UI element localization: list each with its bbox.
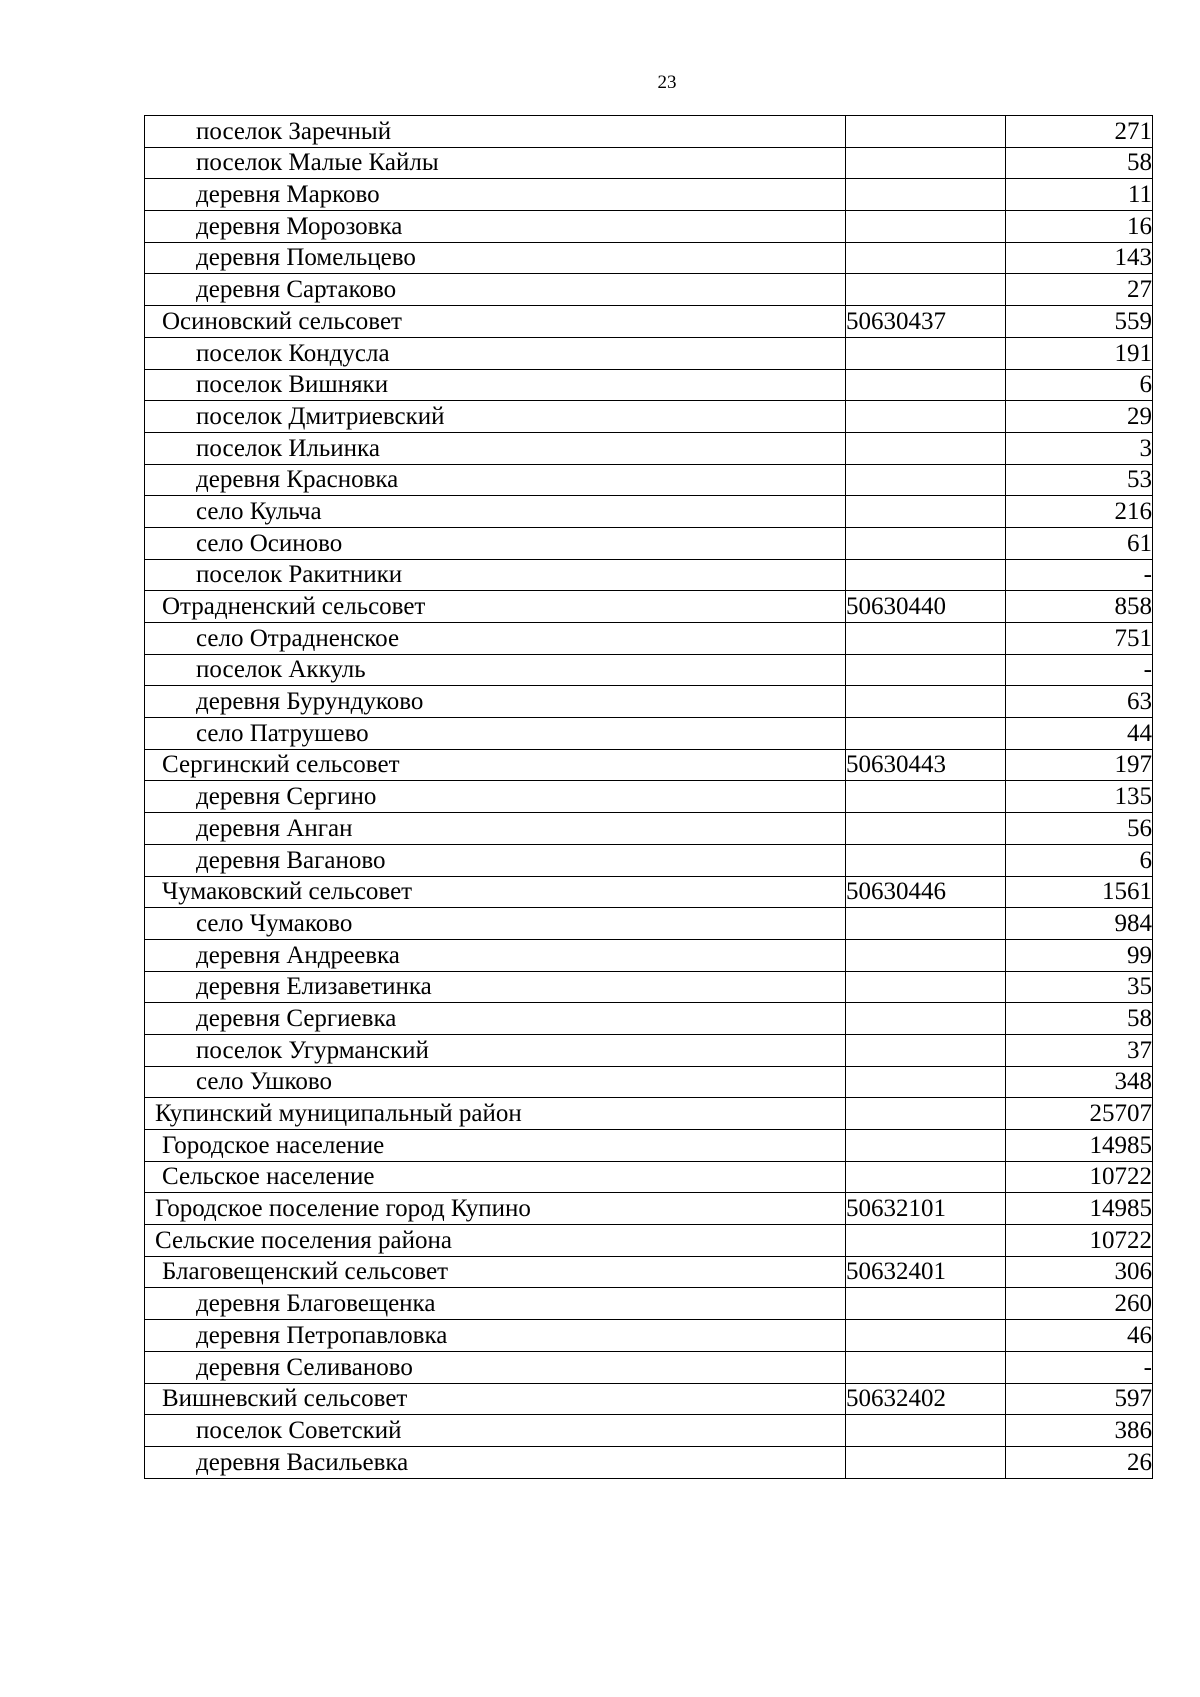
oktmo-code-cell (846, 116, 1006, 148)
settlement-name-cell: деревня Морозовка (145, 211, 846, 243)
oktmo-code-cell (846, 1225, 1006, 1257)
table-row (145, 1193, 1153, 1225)
table-row (145, 939, 1153, 971)
table-row (145, 147, 1153, 179)
settlement-name-cell: деревня Елизаветинка (145, 971, 846, 1003)
settlement-name-cell: деревня Марково (145, 179, 846, 211)
population-value-cell: 58 (1006, 147, 1153, 179)
population-value-cell: 143 (1006, 242, 1153, 274)
oktmo-code-cell: 50630437 (846, 306, 1006, 338)
oktmo-code-cell: 50630446 (846, 876, 1006, 908)
population-value-cell: 216 (1006, 496, 1153, 528)
oktmo-code-cell (846, 147, 1006, 179)
table-row (145, 654, 1153, 686)
settlement-name-cell: село Патрушево (145, 718, 846, 750)
table-row (145, 179, 1153, 211)
table-row (145, 1003, 1153, 1035)
settlement-name-cell: деревня Сергиевка (145, 1003, 846, 1035)
table-row (145, 496, 1153, 528)
settlement-name-cell: поселок Дмитриевский (145, 401, 846, 433)
table-row (145, 971, 1153, 1003)
oktmo-code-cell (846, 1098, 1006, 1130)
table-row (145, 1225, 1153, 1257)
settlement-name-cell: деревня Петропавловка (145, 1320, 846, 1352)
settlement-name-cell: село Чумаково (145, 908, 846, 940)
population-value-cell: 10722 (1006, 1161, 1153, 1193)
population-value-cell: 14985 (1006, 1130, 1153, 1162)
oktmo-code-cell (846, 242, 1006, 274)
oktmo-code-cell (846, 1446, 1006, 1478)
population-value-cell: 3 (1006, 432, 1153, 464)
oktmo-code-cell (846, 1320, 1006, 1352)
population-value-cell: 37 (1006, 1034, 1153, 1066)
settlement-name-cell: Городское поселение город Купино (145, 1193, 846, 1225)
oktmo-code-cell (846, 844, 1006, 876)
oktmo-code-cell (846, 654, 1006, 686)
table-row (145, 876, 1153, 908)
oktmo-code-cell (846, 718, 1006, 750)
settlement-name-cell: поселок Малые Кайлы (145, 147, 846, 179)
table-row (145, 432, 1153, 464)
settlement-name-cell: поселок Кондусла (145, 337, 846, 369)
settlement-name-cell: деревня Помельцево (145, 242, 846, 274)
population-value-cell: 984 (1006, 908, 1153, 940)
table-row (145, 718, 1153, 750)
population-value-cell: 46 (1006, 1320, 1153, 1352)
oktmo-code-cell: 50630443 (846, 749, 1006, 781)
oktmo-code-cell (846, 686, 1006, 718)
table-row (145, 1415, 1153, 1447)
population-value-cell: 35 (1006, 971, 1153, 1003)
settlement-name-cell: деревня Селиваново (145, 1351, 846, 1383)
oktmo-code-cell (846, 274, 1006, 306)
table-row (145, 844, 1153, 876)
settlement-name-cell: поселок Угурманский (145, 1034, 846, 1066)
population-value-cell: 61 (1006, 527, 1153, 559)
table-row (145, 1161, 1153, 1193)
table-row (145, 1130, 1153, 1162)
table-row (145, 1066, 1153, 1098)
population-value-cell: 63 (1006, 686, 1153, 718)
table-row (145, 527, 1153, 559)
oktmo-code-cell (846, 1003, 1006, 1035)
population-value-cell: 53 (1006, 464, 1153, 496)
table-row (145, 337, 1153, 369)
table-row (145, 1383, 1153, 1415)
table-row (145, 623, 1153, 655)
population-value-cell: 751 (1006, 623, 1153, 655)
table-row (145, 306, 1153, 338)
settlement-name-cell: деревня Бурундуково (145, 686, 846, 718)
oktmo-code-cell (846, 813, 1006, 845)
oktmo-code-cell: 50632402 (846, 1383, 1006, 1415)
settlement-name-cell: поселок Ильинка (145, 432, 846, 464)
table-row (145, 1446, 1153, 1478)
settlement-name-cell: поселок Заречный (145, 116, 846, 148)
settlement-name-cell: село Кульча (145, 496, 846, 528)
population-value-cell: 99 (1006, 939, 1153, 971)
table-row (145, 464, 1153, 496)
oktmo-code-cell (846, 559, 1006, 591)
settlement-name-cell: село Отрадненское (145, 623, 846, 655)
table-row (145, 591, 1153, 623)
oktmo-code-cell (846, 971, 1006, 1003)
settlement-name-cell: деревня Благовещенка (145, 1288, 846, 1320)
settlement-name-cell: Благовещенский сельсовет (145, 1256, 846, 1288)
population-value-cell: 44 (1006, 718, 1153, 750)
oktmo-code-cell (846, 464, 1006, 496)
oktmo-code-cell: 50632101 (846, 1193, 1006, 1225)
oktmo-code-cell: 50632401 (846, 1256, 1006, 1288)
population-value-cell: 14985 (1006, 1193, 1153, 1225)
population-value-cell: 597 (1006, 1383, 1153, 1415)
settlement-name-cell: поселок Вишняки (145, 369, 846, 401)
population-value-cell: 6 (1006, 844, 1153, 876)
population-value-cell: 306 (1006, 1256, 1153, 1288)
settlement-name-cell: деревня Андреевка (145, 939, 846, 971)
population-value-cell: 11 (1006, 179, 1153, 211)
population-value-cell: - (1006, 1351, 1153, 1383)
oktmo-code-cell: 50630440 (846, 591, 1006, 623)
table-row (145, 1288, 1153, 1320)
page-number: 23 (657, 72, 677, 93)
population-value-cell: - (1006, 654, 1153, 686)
population-value-cell: 271 (1006, 116, 1153, 148)
population-table-body (145, 116, 1153, 1479)
population-value-cell: 348 (1006, 1066, 1153, 1098)
settlement-name-cell: Чумаковский сельсовет (145, 876, 846, 908)
oktmo-code-cell (846, 527, 1006, 559)
settlement-name-cell: деревня Сергино (145, 781, 846, 813)
oktmo-code-cell (846, 1034, 1006, 1066)
oktmo-code-cell (846, 623, 1006, 655)
population-value-cell: 197 (1006, 749, 1153, 781)
settlement-name-cell: поселок Ракитники (145, 559, 846, 591)
table-row (145, 781, 1153, 813)
settlement-name-cell: деревня Красновка (145, 464, 846, 496)
settlement-name-cell: Купинский муниципальный район (145, 1098, 846, 1130)
table-row (145, 116, 1153, 148)
oktmo-code-cell (846, 496, 1006, 528)
settlement-name-cell: поселок Советский (145, 1415, 846, 1447)
table-row (145, 1098, 1153, 1130)
settlement-name-cell: поселок Аккуль (145, 654, 846, 686)
population-value-cell: 386 (1006, 1415, 1153, 1447)
table-row (145, 686, 1153, 718)
population-value-cell: 27 (1006, 274, 1153, 306)
table-row (145, 749, 1153, 781)
oktmo-code-cell (846, 179, 1006, 211)
settlement-name-cell: Городское население (145, 1130, 846, 1162)
table-row (145, 211, 1153, 243)
table-row (145, 1034, 1153, 1066)
table-row (145, 242, 1153, 274)
settlement-name-cell: Сельские поселения района (145, 1225, 846, 1257)
oktmo-code-cell (846, 1130, 1006, 1162)
oktmo-code-cell (846, 1351, 1006, 1383)
population-value-cell: 26 (1006, 1446, 1153, 1478)
settlement-name-cell: деревня Сартаково (145, 274, 846, 306)
settlement-name-cell: деревня Ваганово (145, 844, 846, 876)
table-row (145, 908, 1153, 940)
population-value-cell: 25707 (1006, 1098, 1153, 1130)
table-row (145, 1320, 1153, 1352)
table-row (145, 1256, 1153, 1288)
oktmo-code-cell (846, 1288, 1006, 1320)
table-row (145, 369, 1153, 401)
settlement-name-cell: село Ушково (145, 1066, 846, 1098)
settlement-name-cell: деревня Анган (145, 813, 846, 845)
population-value-cell: - (1006, 559, 1153, 591)
table-row (145, 813, 1153, 845)
settlement-name-cell: деревня Васильевка (145, 1446, 846, 1478)
settlement-name-cell: Вишневский сельсовет (145, 1383, 846, 1415)
oktmo-code-cell (846, 401, 1006, 433)
population-value-cell: 135 (1006, 781, 1153, 813)
oktmo-code-cell (846, 337, 1006, 369)
table-row (145, 274, 1153, 306)
population-value-cell: 191 (1006, 337, 1153, 369)
population-value-cell: 858 (1006, 591, 1153, 623)
population-value-cell: 29 (1006, 401, 1153, 433)
oktmo-code-cell (846, 781, 1006, 813)
table-row (145, 1351, 1153, 1383)
population-value-cell: 260 (1006, 1288, 1153, 1320)
oktmo-code-cell (846, 1415, 1006, 1447)
population-value-cell: 1561 (1006, 876, 1153, 908)
oktmo-code-cell (846, 369, 1006, 401)
oktmo-code-cell (846, 211, 1006, 243)
oktmo-code-cell (846, 908, 1006, 940)
table-row (145, 559, 1153, 591)
oktmo-code-cell (846, 1066, 1006, 1098)
population-value-cell: 6 (1006, 369, 1153, 401)
settlement-name-cell: Сельское население (145, 1161, 846, 1193)
settlement-name-cell: Отрадненский сельсовет (145, 591, 846, 623)
population-value-cell: 16 (1006, 211, 1153, 243)
table-row (145, 401, 1153, 433)
settlement-name-cell: Осиновский сельсовет (145, 306, 846, 338)
population-value-cell: 559 (1006, 306, 1153, 338)
population-value-cell: 58 (1006, 1003, 1153, 1035)
settlement-name-cell: Сергинский сельсовет (145, 749, 846, 781)
population-table (144, 115, 1153, 1479)
oktmo-code-cell (846, 1161, 1006, 1193)
population-value-cell: 10722 (1006, 1225, 1153, 1257)
settlement-name-cell: село Осиново (145, 527, 846, 559)
oktmo-code-cell (846, 939, 1006, 971)
oktmo-code-cell (846, 432, 1006, 464)
population-value-cell: 56 (1006, 813, 1153, 845)
